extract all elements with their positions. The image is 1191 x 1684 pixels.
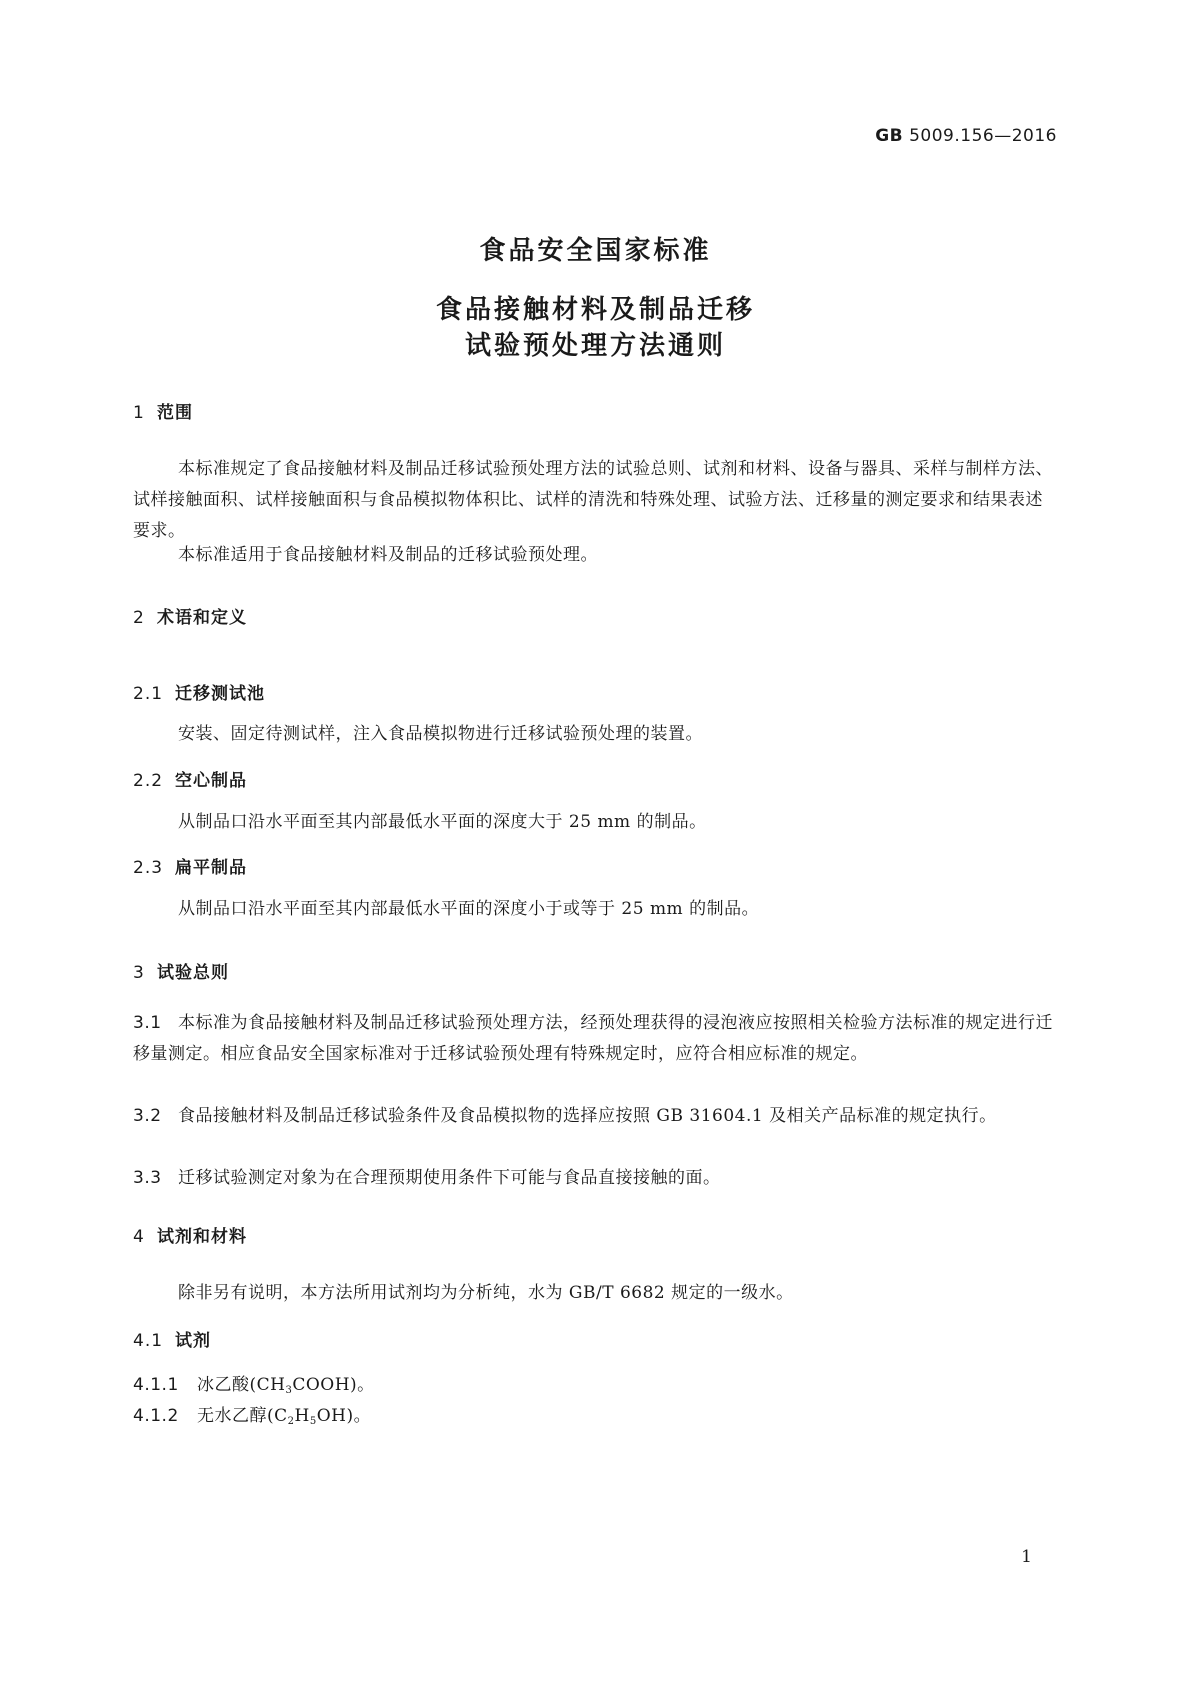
definition-2-2-text: 从制品口沿水平面至其内部最低水平面的深度大于 25 mm 的制品。 <box>178 812 707 832</box>
standard-prefix: GB <box>875 126 904 146</box>
standard-number: 5009.156—2016 <box>909 126 1057 146</box>
reagent-4-1-1 <box>133 1370 375 1396</box>
section-3-heading <box>133 958 229 983</box>
section-title: 试验总则 <box>157 963 229 983</box>
clause-number: 3.2 <box>133 1106 162 1126</box>
clause-text: 食品接触材料及制品迁移试验条件及食品模拟物的选择应按照 GB 31604.1 及相关产品标准的规定执行。 <box>178 1106 997 1126</box>
subsection-number: 4.1 <box>133 1331 164 1351</box>
document-title: 食品安全国家标准 <box>479 236 712 266</box>
definition-number: 2.2 <box>133 771 164 791</box>
clause-text: 本标准为食品接触材料及制品迁移试验预处理方法，经预处理获得的浸泡液应按照相关检验方法标准的规定进行迁移量测定。相应食品安全国家标准对于迁移试验预处理有特殊规定时，应符合相应标准的规定。 <box>133 1013 1053 1064</box>
clause-number: 3.3 <box>133 1168 162 1188</box>
section-4-heading <box>133 1222 247 1247</box>
section-number: 4 <box>133 1227 145 1247</box>
clause-text: 迁移试验测定对象为在合理预期使用条件下可能与食品直接接触的面。 <box>178 1168 721 1188</box>
reagent-name: 冰乙酸$(CH_3COOH)$。 <box>197 1375 375 1396</box>
section-number: 3 <box>133 963 145 983</box>
standard-code <box>875 126 1057 146</box>
section-title: 术语和定义 <box>157 608 247 628</box>
definition-2-3-text: 从制品口沿水平面至其内部最低水平面的深度小于或等于 25 mm 的制品。 <box>178 899 760 919</box>
clause-number: 3.1 <box>133 1013 162 1033</box>
subtitle-line-1: 食品接触材料及制品迁移 <box>435 295 755 325</box>
section-1-heading <box>133 398 193 423</box>
section-4-intro: 除非另有说明，本方法所用试剂均为分析纯，水为 GB/T 6682 规定的一级水。 <box>178 1283 794 1303</box>
reagent-name: 无水乙醇$(C_2H_5OH)$。 <box>197 1406 372 1427</box>
subsection-title: 试剂 <box>175 1331 211 1351</box>
definition-term: 扁平制品 <box>175 858 247 878</box>
definition-2-1-text: 安装、固定待测试样，注入食品模拟物进行迁移试验预处理的装置。 <box>178 724 703 744</box>
definition-number: 2.3 <box>133 858 164 878</box>
definition-2-3-heading <box>133 853 247 878</box>
section-title: 试剂和材料 <box>157 1227 247 1247</box>
definition-2-1-heading <box>133 679 265 704</box>
section-2-heading <box>133 603 247 628</box>
clause-3-3 <box>133 1163 1059 1194</box>
clause-3-2 <box>133 1101 1059 1132</box>
reagent-number: 4.1.2 <box>133 1406 179 1426</box>
document-subtitle <box>0 292 1191 364</box>
subtitle-line-2: 试验预处理方法通则 <box>464 331 726 361</box>
definition-term: 迁移测试池 <box>175 684 265 704</box>
section-1-paragraph-1: 本标准规定了食品接触材料及制品迁移试验预处理方法的试验总则、试剂和材料、设备与器具、采样与制样方法、试样接触面积、试样接触面积与食品模拟物体积比、试样的清洗和特殊处理、试验方法、迁移量的测定要求和结果表述要求。 <box>133 459 1053 541</box>
reagent-4-1-2 <box>133 1401 371 1427</box>
reagent-number: 4.1.1 <box>133 1375 179 1395</box>
page-number: 1 <box>1021 1547 1032 1567</box>
section-title: 范围 <box>157 403 193 423</box>
definition-2-2-heading <box>133 766 247 791</box>
section-1-paragraph-2: 本标准适用于食品接触材料及制品的迁移试验预处理。 <box>178 545 598 565</box>
section-number: 2 <box>133 608 145 628</box>
definition-term: 空心制品 <box>175 771 247 791</box>
section-number: 1 <box>133 403 145 423</box>
definition-number: 2.1 <box>133 684 164 704</box>
clause-3-1 <box>133 1008 1059 1070</box>
subsection-4-1-heading <box>133 1326 211 1351</box>
